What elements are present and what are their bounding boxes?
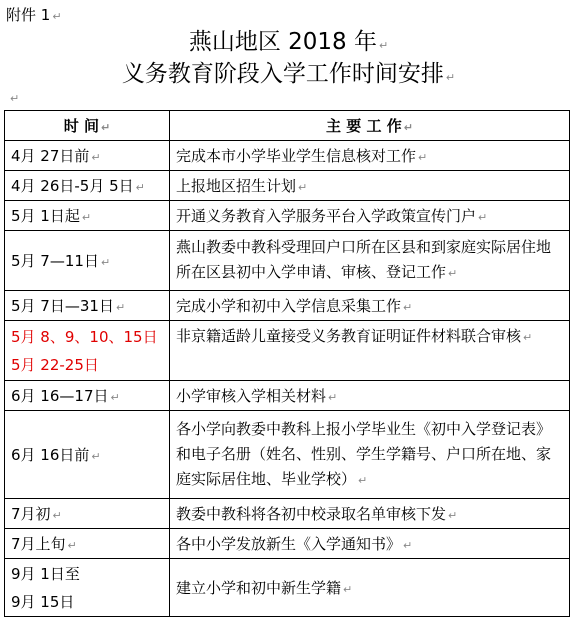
row-work: 燕山教委中教科受理回户口所在区县和到家庭实际居住地所在区县初中入学申请、审核、登记工作 ↵	[170, 231, 570, 291]
paragraph-mark-icon: ↵	[445, 71, 456, 84]
row-time	[5, 559, 170, 617]
row-work: 上报地区招生计划 ↵	[170, 171, 570, 201]
row-time	[5, 321, 170, 381]
row-work: 完成小学和初中入学信息采集工作 ↵	[170, 291, 570, 321]
row-work: 各小学向教委中教科上报小学毕业生《初中入学登记表》和电子名册（姓名、性别、学生学籍号、户口所在地、家庭实际居住地、毕业学校） ↵	[170, 411, 570, 499]
doc-title-line2: 义务教育阶段入学工作时间安排 ↵	[121, 61, 456, 87]
table-header-row	[5, 111, 570, 141]
row-time: 5月 7日—31日 ↵	[5, 291, 170, 321]
table-row	[5, 141, 570, 171]
schedule-table	[4, 110, 570, 617]
row-time: 6月 16日前 ↵	[5, 411, 170, 499]
row-time-line2: 9月 15日	[11, 592, 75, 611]
table-row	[5, 499, 570, 529]
row-time: 4月 26日-5月 5日 ↵	[5, 171, 170, 201]
row-work: 小学审核入学相关材料 ↵	[170, 381, 570, 411]
row-time-line1: 5月 8、9、10、15日	[11, 327, 158, 346]
row-work: 建立小学和初中新生学籍 ↵	[170, 559, 570, 617]
table-row	[5, 201, 570, 231]
paragraph-mark-icon: ↵	[52, 10, 62, 23]
row-work: 非京籍适龄儿童接受义务教育证明证件材料联合审核 ↵	[170, 321, 570, 381]
table-row	[5, 291, 570, 321]
attachment-label: 附件 1 ↵	[6, 6, 62, 24]
doc-title-line1: 燕山地区 2018 年 ↵	[188, 29, 389, 55]
table-row	[5, 411, 570, 499]
row-time: 5月 1日起 ↵	[5, 201, 170, 231]
row-work: 完成本市小学毕业学生信息核对工作 ↵	[170, 141, 570, 171]
header-work: 主 要 工 作 ↵	[170, 111, 570, 141]
row-time: 7月上旬 ↵	[5, 529, 170, 559]
row-time: 7月初 ↵	[5, 499, 170, 529]
paragraph-mark-icon: ↵	[10, 92, 20, 105]
row-time: 4月 27日前 ↵	[5, 141, 170, 171]
table-row	[5, 559, 570, 617]
row-work: 各中小学发放新生《入学通知书》 ↵	[170, 529, 570, 559]
table-row	[5, 321, 570, 381]
row-work: 教委中教科将各初中校录取名单审核下发 ↵	[170, 499, 570, 529]
paragraph-mark-icon: ↵	[378, 39, 389, 52]
table-row	[5, 231, 570, 291]
row-time-line2: 5月 22-25日	[11, 355, 99, 374]
table-row	[5, 529, 570, 559]
table-row	[5, 171, 570, 201]
header-time: 时 间 ↵	[5, 111, 170, 141]
row-time-line1: 9月 1日至	[11, 564, 80, 583]
row-time: 5月 7—11日 ↵	[5, 231, 170, 291]
row-time: 6月 16—17日 ↵	[5, 381, 170, 411]
row-work: 开通义务教育入学服务平台入学政策宣传门户 ↵	[170, 201, 570, 231]
table-row	[5, 381, 570, 411]
